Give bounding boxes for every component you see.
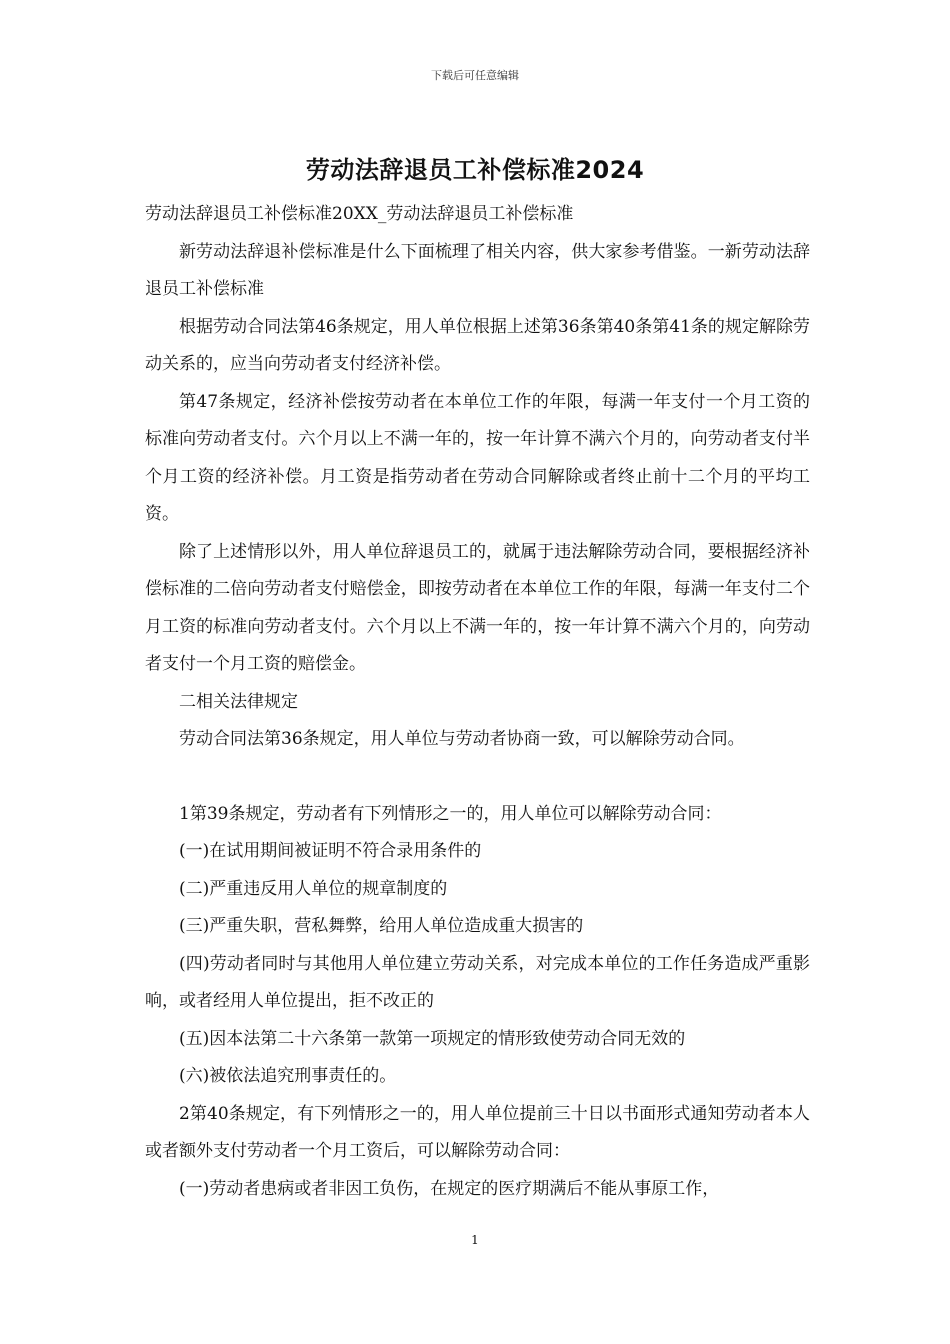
paragraph-article-47: 第47条规定，经济补偿按劳动者在本单位工作的年限，每满一年支付一个月工资的标准向劳动者支付。六个月以上不满一年的，按一年计算不满六个月的，向劳动者支付半个月工资的经济补偿。月工资是指劳动者在劳动合同解除或者终止前十二个月的平均工资。 bbox=[145, 391, 810, 524]
list-item: (五)因本法第二十六条第一款第一项规定的情形致使劳动合同无效的 bbox=[179, 1028, 686, 1049]
list-item: (三)严重失职，营私舞弊，给用人单位造成重大损害的 bbox=[179, 916, 584, 936]
header-note: 下载后可任意编辑 bbox=[431, 69, 519, 82]
list-item: (一)劳动者患病或者非因工负伤，在规定的医疗期满后不能从事原工作， bbox=[179, 1178, 720, 1199]
paragraph-article-40: 2第40条规定，有下列情形之一的，用人单位提前三十日以书面形式通知劳动者本人或者额外支付劳动者一个月工资后，可以解除劳动合同： bbox=[145, 1103, 810, 1161]
list-item: (二)严重违反用人单位的规章制度的 bbox=[179, 878, 448, 899]
paragraph-subtitle: 劳动法辞退员工补偿标准20XX_劳动法辞退员工补偿标准 bbox=[145, 204, 574, 224]
paragraph-article-36: 劳动合同法第36条规定，用人单位与劳动者协商一致，可以解除劳动合同。 bbox=[179, 729, 745, 749]
list-item: (六)被依法追究刑事责任的。 bbox=[179, 1066, 397, 1086]
paragraph-article-39: 1第39条规定，劳动者有下列情形之一的，用人单位可以解除劳动合同： bbox=[179, 803, 722, 824]
list-item: (一)在试用期间被证明不符合录用条件的 bbox=[179, 841, 482, 861]
blank-line bbox=[145, 759, 810, 796]
paragraph-article-46: 根据劳动合同法第46条规定，用人单位根据上述第36条第40条第41条的规定解除劳动关系的，应当向劳动者支付经济补偿。 bbox=[145, 316, 810, 374]
paragraph-illegal-dismissal: 除了上述情形以外，用人单位辞退员工的，就属于违法解除劳动合同，要根据经济补偿标准的二倍向劳动者支付赔偿金，即按劳动者在本单位工作的年限，每满一年支付二个月工资的标准向劳动者支付。六个月以上不满一年的，按一年计算不满六个月的，向劳动者支付一个月工资的赔偿金。 bbox=[145, 541, 810, 674]
document-title: 劳动法辞退员工补偿标准2024 bbox=[305, 156, 645, 184]
document-body bbox=[145, 196, 810, 1208]
page-number: 1 bbox=[471, 1233, 479, 1247]
section-heading-related-laws: 二相关法律规定 bbox=[179, 691, 298, 712]
list-item: (四)劳动者同时与其他用人单位建立劳动关系，对完成本单位的工作任务造成严重影响，或者经用人单位提出，拒不改正的 bbox=[145, 953, 810, 1011]
paragraph-intro: 新劳动法辞退补偿标准是什么下面梳理了相关内容，供大家参考借鉴。一新劳动法辞退员工补偿标准 bbox=[145, 241, 810, 299]
